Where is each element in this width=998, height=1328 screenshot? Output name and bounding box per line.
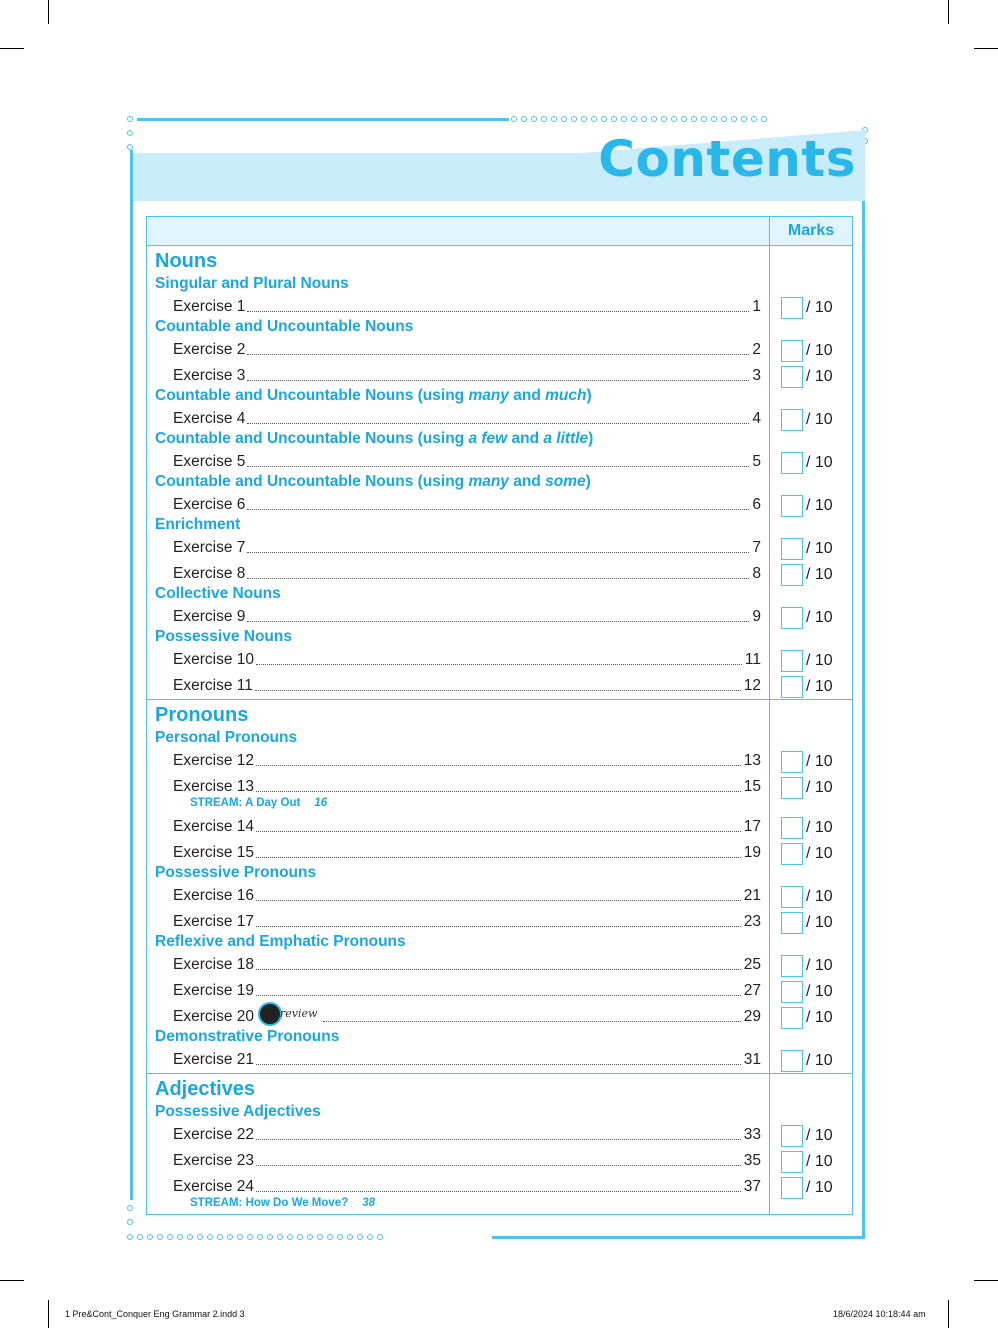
mark-total: / 10 — [806, 887, 833, 905]
exercise-row — [155, 748, 761, 770]
exercise-label: Exercise 7 — [173, 539, 246, 556]
exercise-row — [155, 978, 761, 1000]
mark-total: / 10 — [806, 956, 833, 974]
mark-total: / 10 — [806, 1178, 833, 1196]
frame-dot — [267, 1234, 273, 1240]
subsection-title-part: ) — [588, 430, 594, 447]
mark-total: / 10 — [806, 1051, 833, 1069]
page-number: 4 — [752, 410, 761, 427]
mark-entry — [781, 340, 833, 362]
page-number: 6 — [752, 496, 761, 513]
page-number: 27 — [743, 982, 761, 999]
frame-dot — [551, 116, 557, 122]
frame-dot — [741, 116, 747, 122]
section-bottom-gap — [155, 695, 761, 699]
exercise-row — [155, 406, 761, 428]
frame-top-dots — [511, 116, 767, 122]
stream-page: 16 — [314, 797, 328, 809]
frame-dot — [377, 1234, 383, 1240]
frame-dot — [661, 116, 667, 122]
mark-entry — [781, 912, 833, 934]
crop-mark — [48, 0, 49, 24]
dot-leader — [247, 578, 749, 579]
marks-header: Marks — [770, 217, 853, 246]
subsection-title-part: ) — [586, 387, 592, 404]
exercise-row — [155, 1122, 761, 1144]
frame-dot — [761, 116, 767, 122]
subsection-title: Personal Pronouns — [155, 729, 298, 746]
subsection-title: Possessive Adjectives — [155, 1103, 321, 1120]
exercise-label: Exercise 15 — [173, 844, 254, 861]
page-number: 35 — [743, 1152, 761, 1169]
dot-leader — [256, 900, 741, 901]
exercise-row — [155, 337, 761, 359]
mark-input-box[interactable] — [781, 538, 803, 560]
exercise-label: Exercise 21 — [173, 1051, 254, 1068]
frame-dot — [711, 116, 717, 122]
exercise-label: Exercise 1 — [173, 298, 246, 315]
frame-dot — [367, 1234, 373, 1240]
mark-total: / 10 — [806, 1152, 833, 1170]
dot-leader — [247, 621, 749, 622]
frame-dot — [601, 116, 607, 122]
crop-mark — [974, 48, 998, 49]
exercise-row — [155, 774, 761, 796]
mark-entry — [781, 817, 833, 839]
frame-dot — [147, 1234, 153, 1240]
frame-dot — [257, 1234, 263, 1240]
frame-dot — [157, 1234, 163, 1240]
dot-leader — [247, 354, 749, 355]
dot-leader — [247, 380, 749, 381]
page-number: 9 — [752, 608, 761, 625]
frame-dot — [287, 1234, 293, 1240]
page-number: 17 — [743, 818, 761, 835]
mark-input-box[interactable] — [781, 912, 803, 934]
stream-note — [155, 1196, 761, 1210]
exercise-row — [155, 952, 761, 974]
subsection-title: Collective Nouns — [155, 585, 281, 602]
mark-entry — [781, 607, 833, 629]
mark-total: / 10 — [806, 778, 833, 796]
mark-entry — [781, 297, 833, 319]
mark-input-box[interactable] — [781, 777, 803, 799]
dot-leader — [256, 1165, 741, 1166]
exercise-label: Exercise 20 — [173, 1008, 254, 1025]
subsection-title-part: Countable and Uncountable Nouns (using — [155, 387, 469, 404]
frame-dot — [207, 1234, 213, 1240]
mark-total: / 10 — [806, 539, 833, 557]
frame-dot — [621, 116, 627, 122]
mark-input-box[interactable] — [781, 366, 803, 388]
frame-dot — [631, 116, 637, 122]
exercise-row — [155, 294, 761, 316]
section-title: Adjectives — [155, 1078, 256, 1100]
page-number: 13 — [743, 752, 761, 769]
marks-cell — [770, 700, 853, 1074]
emphasis-word: many — [468, 473, 509, 490]
frame-dot — [671, 116, 677, 122]
section-title: Pronouns — [155, 704, 249, 726]
subsection-title-part: and — [507, 430, 544, 447]
page-number: 19 — [743, 844, 761, 861]
dot-leader — [256, 1064, 741, 1065]
mark-entry — [781, 1151, 833, 1173]
mark-input-box[interactable] — [781, 495, 803, 517]
frame-bottom-line — [492, 1236, 865, 1239]
dot-leader — [256, 791, 741, 792]
page-number: 3 — [752, 367, 761, 384]
mark-entry — [781, 452, 833, 474]
dot-leader — [247, 311, 749, 312]
frame-dot — [641, 116, 647, 122]
exercise-label: Exercise 6 — [173, 496, 246, 513]
page-number: 21 — [743, 887, 761, 904]
frame-dot — [561, 116, 567, 122]
frame-dot — [691, 116, 697, 122]
section-row — [147, 700, 853, 1074]
frame-dot — [701, 116, 707, 122]
subsection-title — [155, 386, 761, 406]
mark-entry — [781, 777, 833, 799]
page-number: 23 — [743, 913, 761, 930]
exercise-row — [155, 814, 761, 836]
section-row — [147, 1074, 853, 1215]
exercise-label: Exercise 9 — [173, 608, 246, 625]
mark-input-box[interactable] — [781, 751, 803, 773]
exercise-label: Exercise 14 — [173, 818, 254, 835]
page-number: 37 — [743, 1178, 761, 1195]
subsection-title-part: and — [508, 387, 546, 404]
dot-leader — [247, 423, 749, 424]
frame-dot — [237, 1234, 243, 1240]
mark-input-box[interactable] — [781, 564, 803, 586]
frame-dot — [731, 116, 737, 122]
section-cell — [147, 700, 770, 1074]
marks-cell — [770, 246, 853, 700]
frame-dot — [137, 1234, 143, 1240]
exercise-row — [155, 673, 761, 695]
subsection-title-part: and — [508, 473, 546, 490]
emphasis-word: a few — [468, 430, 508, 447]
exercise-row — [155, 561, 761, 583]
section-cell — [147, 246, 770, 700]
section-title: Nouns — [155, 250, 218, 272]
exercise-row — [155, 604, 761, 626]
exercise-row — [155, 449, 761, 471]
dot-leader — [247, 552, 749, 553]
mark-input-box[interactable] — [781, 340, 803, 362]
exercise-label: Exercise 24 — [173, 1178, 254, 1195]
crop-mark — [948, 0, 949, 24]
page-number: 15 — [743, 778, 761, 795]
section-bottom-gap — [155, 1069, 761, 1073]
page-number: 2 — [752, 341, 761, 358]
frame-dot — [571, 116, 577, 122]
exercise-label: Exercise 4 — [173, 410, 246, 427]
subsection-title: Reflexive and Emphatic Pronouns — [155, 933, 406, 950]
page-number: 7 — [752, 539, 761, 556]
frame-dot — [681, 116, 687, 122]
dot-leader — [247, 509, 749, 510]
mark-input-box[interactable] — [781, 955, 803, 977]
dot-leader — [256, 969, 741, 970]
dot-leader — [256, 926, 741, 927]
page-number: 33 — [743, 1126, 761, 1143]
exercise-row — [155, 840, 761, 862]
mark-entry — [781, 886, 833, 908]
frame-dot — [511, 116, 517, 122]
frame-dot — [611, 116, 617, 122]
dot-leader — [256, 765, 741, 766]
dot-leader — [255, 690, 741, 691]
mark-input-box[interactable] — [781, 409, 803, 431]
exercise-row — [155, 1047, 761, 1069]
exercise-label: Exercise 8 — [173, 565, 246, 582]
frame-dot — [721, 116, 727, 122]
frame-dot — [177, 1234, 183, 1240]
frame-dot — [531, 116, 537, 122]
section-bottom-gap — [155, 1210, 761, 1214]
mark-entry — [781, 751, 833, 773]
mark-total: / 10 — [806, 341, 833, 359]
mark-entry — [781, 564, 833, 586]
frame-dot — [521, 116, 527, 122]
mark-total: / 10 — [806, 298, 833, 316]
frame-dot — [227, 1234, 233, 1240]
dot-leader — [256, 1191, 741, 1192]
subsection-title: Possessive Pronouns — [155, 864, 317, 881]
mark-total: / 10 — [806, 913, 833, 931]
mark-entry — [781, 650, 833, 672]
dot-leader — [247, 466, 749, 467]
crop-mark — [0, 48, 24, 49]
frame-dot — [277, 1234, 283, 1240]
exercise-label: Exercise 13 — [173, 778, 254, 795]
mark-input-box[interactable] — [781, 650, 803, 672]
crop-mark — [0, 1280, 24, 1281]
subsection-title: Demonstrative Pronouns — [155, 1028, 340, 1045]
subsection-title — [155, 429, 761, 449]
section-row — [147, 246, 853, 700]
frame-dot — [327, 1234, 333, 1240]
exercise-label: Exercise 11 — [173, 677, 253, 694]
exercise-label: Exercise 5 — [173, 453, 246, 470]
mark-total: / 10 — [806, 752, 833, 770]
exercise-row — [155, 1174, 761, 1196]
emphasis-word: much — [545, 387, 587, 404]
frame-dot — [591, 116, 597, 122]
exercise-row — [155, 647, 761, 669]
exercise-label: Exercise 17 — [173, 913, 254, 930]
frame-dot — [317, 1234, 323, 1240]
subsection-title: Countable and Uncountable Nouns — [155, 318, 414, 335]
slug-timestamp: 18/6/2024 10:18:44 am — [833, 1309, 926, 1319]
mark-input-box[interactable] — [781, 1050, 803, 1072]
contents-table — [146, 216, 853, 1215]
marks-cell — [770, 1074, 853, 1215]
frame-dot — [307, 1234, 313, 1240]
mark-entry — [781, 495, 833, 517]
page-number: 11 — [744, 651, 761, 668]
mark-total: / 10 — [806, 651, 833, 669]
section-cell — [147, 1074, 770, 1215]
emphasis-word: many — [468, 387, 509, 404]
exercise-row — [155, 1148, 761, 1170]
page-number: 8 — [752, 565, 761, 582]
exercise-row — [155, 363, 761, 385]
frame-dot — [337, 1234, 343, 1240]
dot-leader — [256, 857, 741, 858]
crop-mark — [948, 1300, 949, 1328]
frame-dot — [197, 1234, 203, 1240]
mark-input-box[interactable] — [781, 1151, 803, 1173]
subsection-title-part: ) — [585, 473, 591, 490]
slug-file-name: 1 Pre&Cont_Conquer Eng Grammar 2.indd 3 — [65, 1309, 245, 1319]
mark-entry — [781, 843, 833, 865]
subsection-title: Enrichment — [155, 516, 241, 533]
dot-leader — [256, 831, 741, 832]
exercise-label: Exercise 16 — [173, 887, 254, 904]
mark-input-box[interactable] — [781, 817, 803, 839]
exercise-label: Exercise 12 — [173, 752, 254, 769]
mark-input-box[interactable] — [781, 843, 803, 865]
frame-left-dots — [127, 116, 133, 150]
mark-total: / 10 — [806, 565, 833, 583]
mark-total: / 10 — [806, 677, 833, 695]
stream-note — [155, 796, 761, 810]
review-icon — [258, 1002, 282, 1026]
frame-dot — [347, 1234, 353, 1240]
stream-title: STREAM: A Day Out — [190, 797, 301, 809]
mark-input-box[interactable] — [781, 1007, 803, 1029]
mark-entry — [781, 955, 833, 977]
frame-dot — [167, 1234, 173, 1240]
dot-leader — [323, 1021, 740, 1022]
mark-entry — [781, 1125, 833, 1147]
mark-total: / 10 — [806, 608, 833, 626]
dot-leader — [256, 1139, 741, 1140]
exercise-label: Exercise 23 — [173, 1152, 254, 1169]
frame-dot — [651, 116, 657, 122]
mark-total: / 10 — [806, 410, 833, 428]
frame-dot — [127, 1234, 133, 1240]
exercise-row — [155, 535, 761, 557]
page-number: 29 — [743, 1008, 761, 1025]
exercise-row — [155, 1004, 761, 1026]
frame-dot — [751, 116, 757, 122]
stream-page: 38 — [362, 1197, 376, 1209]
exercise-label: Exercise 10 — [173, 651, 254, 668]
frame-dot — [297, 1234, 303, 1240]
mark-input-box[interactable] — [781, 297, 803, 319]
frame-bottom-dots — [127, 1234, 383, 1240]
table-header-row — [147, 217, 853, 246]
page-number: 12 — [743, 677, 761, 694]
frame-dot — [217, 1234, 223, 1240]
mark-input-box[interactable] — [781, 452, 803, 474]
mark-total: / 10 — [806, 844, 833, 862]
page-title: Contents — [598, 130, 856, 188]
frame-dot — [247, 1234, 253, 1240]
mark-entry — [781, 1177, 833, 1199]
review-text: review — [279, 1007, 318, 1020]
exercise-label: Exercise 2 — [173, 341, 246, 358]
mark-total: / 10 — [806, 1008, 833, 1026]
crop-mark — [974, 1280, 998, 1281]
mark-input-box[interactable] — [781, 886, 803, 908]
page-number: 1 — [752, 298, 761, 315]
mark-total: / 10 — [806, 818, 833, 836]
frame-left-line — [130, 150, 133, 1200]
frame-top-line — [137, 118, 509, 121]
mark-entry — [781, 366, 833, 388]
subsection-title-part: Countable and Uncountable Nouns (using — [155, 473, 469, 490]
mark-input-box[interactable] — [781, 1177, 803, 1199]
mark-total: / 10 — [806, 982, 833, 1000]
mark-input-box[interactable] — [781, 981, 803, 1003]
mark-input-box[interactable] — [781, 607, 803, 629]
stream-title: STREAM: How Do We Move? — [190, 1197, 349, 1209]
subsection-title-part: Countable and Uncountable Nouns (using — [155, 430, 469, 447]
dot-leader — [256, 995, 741, 996]
exercise-row — [155, 883, 761, 905]
dot-leader — [256, 664, 742, 665]
frame-right-line — [862, 150, 865, 1238]
frame-dot — [581, 116, 587, 122]
mark-entry — [781, 409, 833, 431]
subsection-title: Possessive Nouns — [155, 628, 292, 645]
subsection-title: Singular and Plural Nouns — [155, 275, 349, 292]
mark-total: / 10 — [806, 496, 833, 514]
subsection-title — [155, 472, 761, 492]
mark-input-box[interactable] — [781, 1125, 803, 1147]
mark-input-box[interactable] — [781, 676, 803, 698]
header-blank-cell — [147, 217, 770, 246]
exercise-label: Exercise 3 — [173, 367, 246, 384]
crop-mark — [48, 1300, 49, 1328]
mark-entry — [781, 538, 833, 560]
emphasis-word: a little — [543, 430, 589, 447]
mark-entry — [781, 981, 833, 1003]
mark-total: / 10 — [806, 453, 833, 471]
exercise-label: Exercise 22 — [173, 1126, 254, 1143]
frame-dot — [187, 1234, 193, 1240]
exercise-row — [155, 492, 761, 514]
mark-entry — [781, 1050, 833, 1072]
frame-dot — [541, 116, 547, 122]
mark-total: / 10 — [806, 1126, 833, 1144]
review-badge — [258, 1002, 317, 1026]
page-number: 5 — [752, 453, 761, 470]
exercise-label: Exercise 18 — [173, 956, 254, 973]
frame-left-bottom-dots — [127, 1205, 133, 1225]
page-number: 31 — [743, 1051, 761, 1068]
page-number: 25 — [743, 956, 761, 973]
exercise-label: Exercise 19 — [173, 982, 254, 999]
mark-total: / 10 — [806, 367, 833, 385]
mark-entry — [781, 1007, 833, 1029]
frame-dot — [357, 1234, 363, 1240]
emphasis-word: some — [545, 473, 586, 490]
mark-entry — [781, 676, 833, 698]
exercise-row — [155, 909, 761, 931]
